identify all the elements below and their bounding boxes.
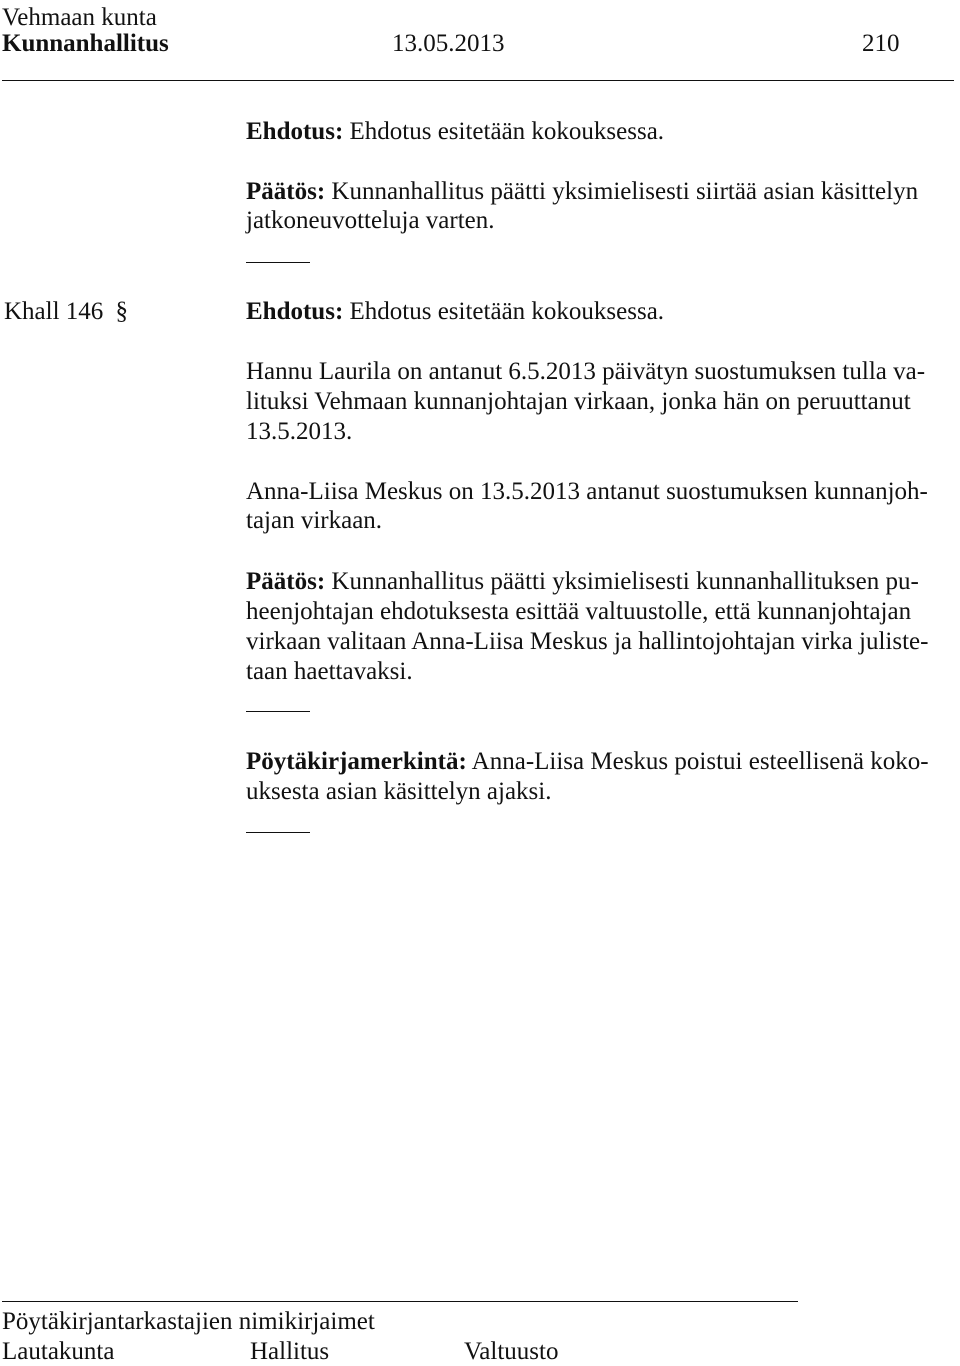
decision-label: Päätös: (246, 568, 326, 595)
second-decision-line4: taan haettavaksi. (246, 658, 413, 685)
first-decision-line2: jatkoneuvotteluja varten. (246, 207, 495, 234)
proposal-text: Ehdotus esitetään kokouksessa. (343, 298, 665, 325)
laurila-line1: Hannu Laurila on antanut 6.5.2013 päivätyn suostumuksen tulla va- (246, 358, 926, 385)
section-separator (246, 711, 310, 712)
second-decision-line1 (246, 566, 919, 598)
decision-label: Päätös: (246, 178, 326, 205)
meskus-line2: tajan virkaan. (246, 507, 383, 534)
decision-text: Kunnanhallitus päätti yksimielisesti siirtää asian käsittelyn (325, 178, 919, 205)
footer-valtuusto: Valtuusto (464, 1338, 559, 1365)
first-proposal (246, 116, 664, 148)
first-decision-line1 (246, 176, 918, 208)
section-separator (246, 832, 310, 833)
laurila-line3: 13.5.2013. (246, 418, 353, 445)
footer-hallitus: Hallitus (250, 1338, 330, 1365)
meskus-line1: Anna-Liisa Meskus on 13.5.2013 antanut suostumuksen kunnanjoh- (246, 478, 928, 505)
minutes-note-label: Pöytäkirjamerkintä: (246, 748, 467, 775)
second-decision-line2: heenjohtajan ehdotuksesta esittää valtuustolle, että kunnanjohtajan (246, 598, 912, 625)
minutes-note-line2: uksesta asian käsittelyn ajaksi. (246, 778, 552, 805)
minutes-note-text: Anna-Liisa Meskus poistui esteellisenä koko- (466, 748, 929, 775)
section-separator (246, 262, 310, 263)
section-reference (4, 296, 128, 328)
second-decision-line3: virkaan valitaan Anna-Liisa Meskus ja hallintojohtajan virka juliste- (246, 628, 929, 655)
laurila-line2: lituksi Vehmaan kunnanjohtajan virkaan, jonka hän on peruuttanut (246, 388, 911, 415)
decision-text: Kunnanhallitus päätti yksimielisesti kunnanhallituksen pu- (325, 568, 919, 595)
header-divider (2, 80, 954, 81)
proposal-label: Ehdotus: (246, 298, 344, 325)
second-proposal (246, 296, 664, 328)
municipality-name: Vehmaan kunta (2, 4, 157, 31)
proposal-text: Ehdotus esitetään kokouksessa. (343, 118, 665, 145)
body-name: Kunnanhallitus (2, 30, 169, 57)
section-ref-text: Khall 146 (4, 298, 104, 325)
page-number: 210 (862, 30, 900, 57)
initials-label: Pöytäkirjantarkastajien nimikirjaimet (2, 1308, 375, 1335)
footer-lautakunta: Lautakunta (2, 1338, 115, 1365)
minutes-note-line1 (246, 746, 929, 778)
meeting-date: 13.05.2013 (392, 30, 505, 57)
proposal-label: Ehdotus: (246, 118, 344, 145)
section-sign-icon: § (115, 298, 129, 325)
footer-divider (2, 1301, 798, 1302)
